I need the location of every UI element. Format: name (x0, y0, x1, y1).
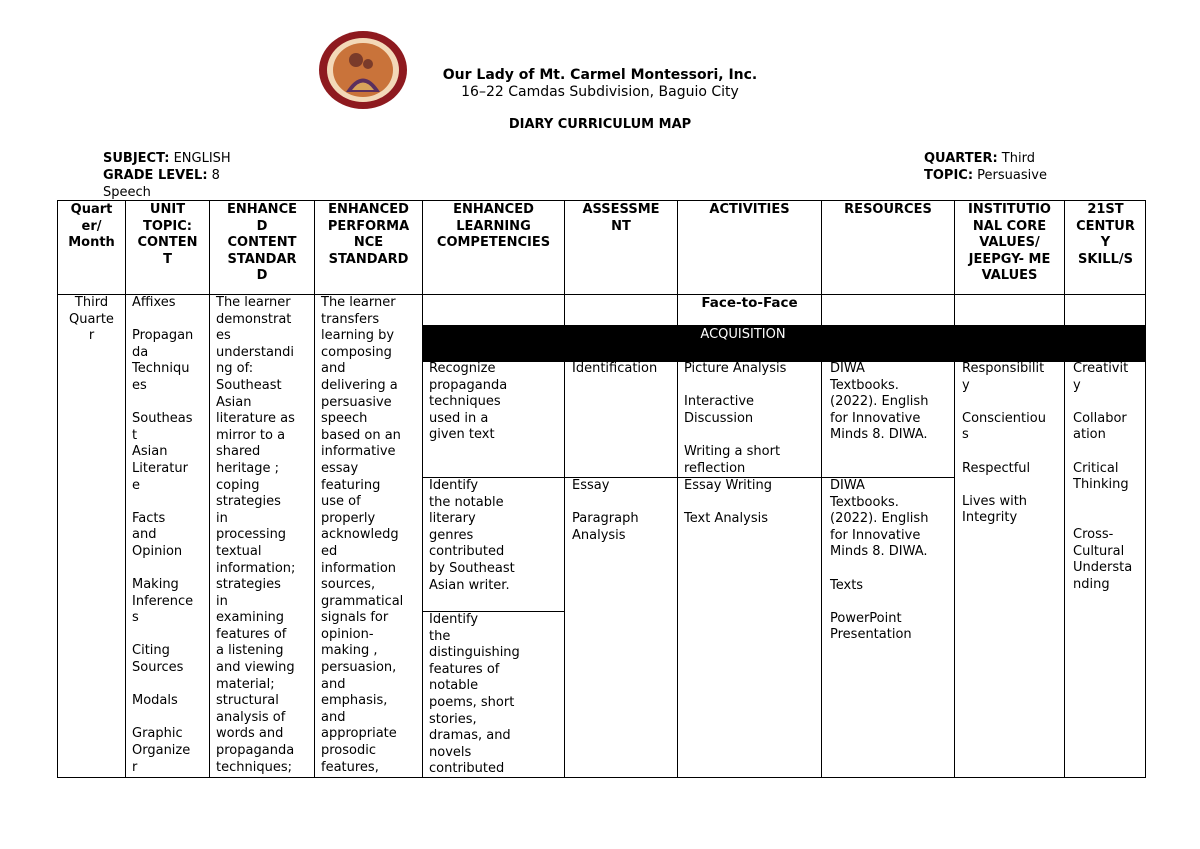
header-learning-competencies: ENHANCED LEARNING COMPETENCIES (436, 202, 551, 251)
header-resources: RESOURCES (844, 202, 932, 217)
activities-row-2: Essay Writing Text Analysis (684, 478, 772, 527)
quarter-label: QUARTER: (924, 151, 998, 166)
assessment-row-1: Identification (572, 361, 658, 376)
header-core-values: INSTITUTIO NAL CORE VALUES/ JEEPGY- ME VALUES (968, 202, 1051, 284)
topic-value: Persuasive (977, 168, 1047, 183)
grade-label: GRADE LEVEL: (103, 168, 208, 183)
header-activities: ACTIVITIES (709, 202, 790, 217)
document-title: DIARY CURRICULUM MAP (508, 117, 692, 132)
resources-row-2: DIWA Textbooks. (2022). English for Innovative Minds 8. DIWA. Texts PowerPoint Presentation (830, 478, 929, 643)
quarter-value: Third (1001, 151, 1035, 166)
topic-label: TOPIC: (924, 168, 974, 183)
content-standard-cell: The learner demonstrat es understandi ng of: Southeast Asian literature as mirror to a shared heritage ; coping strategies in processing textual information; strategies in examining features of a listening and viewing material; structural analysis of words and propaganda techniques; (216, 295, 296, 775)
subject-value: ENGLISH (173, 151, 231, 166)
quarter-cell: Third Quarte r (69, 295, 114, 344)
competency-row-3: Identify the distinguishing features of notable poems, short stories, dramas, and novels contributed (429, 612, 520, 777)
mode-label: Face-to-Face (701, 295, 798, 311)
activities-row-1: Picture Analysis Interactive Discussion Writing a short reflection (684, 361, 787, 476)
assessment-row-2: Essay Paragraph Analysis (572, 478, 639, 543)
competency-row-1: Recognize propaganda techniques used in a given text (429, 361, 508, 443)
subject-label: SUBJECT: (103, 151, 170, 166)
header-assessment: ASSESSME NT (582, 202, 660, 234)
speech-line: Speech (103, 185, 151, 200)
phase-label: ACQUISITION (700, 327, 786, 342)
header-content-standard: ENHANCE D CONTENT STANDAR D (226, 202, 297, 284)
resources-row-1: DIWA Textbooks. (2022). English for Innovative Minds 8. DIWA. (830, 361, 929, 443)
header-performance-standard: ENHANCED PERFORMA NCE STANDARD (327, 202, 410, 267)
header-21st-century-skills: 21ST CENTUR Y SKILL/S (1076, 202, 1135, 267)
unit-topics-cell: Affixes Propagan da Techniqu es Southeas t Asian Literatur e Facts and Opinion Making Inference s Citing Sources Modals Graphic Organize r (132, 295, 194, 775)
school-name: Our Lady of Mt. Carmel Montessori, Inc. (442, 67, 758, 83)
school-address: 16–22 Camdas Subdivision, Baguio City (461, 84, 739, 100)
header-unit-topic: UNIT TOPIC: CONTEN T (137, 202, 198, 267)
grade-value: 8 (211, 168, 220, 183)
performance-standard-cell: The learner transfers learning by composing and delivering a persuasive speech based on an informative essay featuring use of properly acknowledg ed information sources, grammatical signals for opinion- making , persuasion, and emphasis, and appropriate prosodic features, (321, 295, 404, 775)
competency-row-2: Identify the notable literary genres contributed by Southeast Asian writer. (429, 478, 515, 593)
header-quarter-month: Quart er/ Month (68, 202, 115, 251)
skills-cell: Creativit y Collabor ation Critical Thinking Cross- Cultural Understa nding (1073, 361, 1133, 592)
core-values-cell: Responsibilit y Conscientiou s Respectful Lives with Integrity (962, 361, 1046, 526)
